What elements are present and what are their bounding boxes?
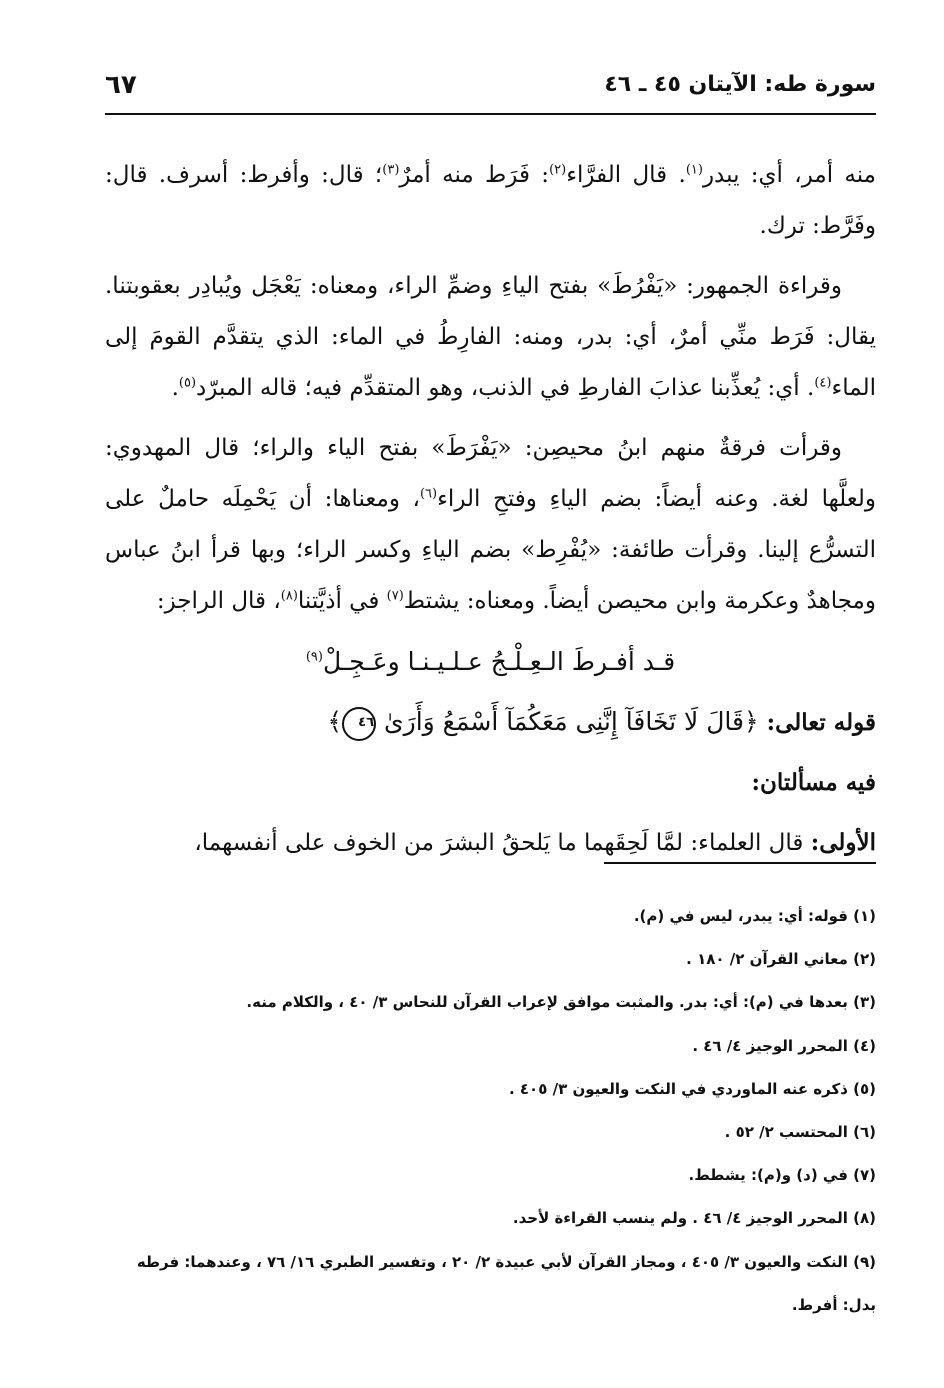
section-heading: فيه مسألتان:: [751, 769, 876, 796]
poetry-verse: قـد أفـرطَ الـعِـلْـجُ عـلـيـنـا وعَـجِـلْ$^{(٩)}$: [305, 647, 676, 676]
footnote-ref[interactable]: (٨): [280, 588, 298, 604]
footnote-item: (٢) معاني القرآن ٢/ ١٨٠ .: [686, 950, 876, 969]
page-number: ٦٧: [105, 70, 137, 100]
header-rule: [105, 113, 876, 115]
footnote-item: (٩) النكت والعيون ٣/ ٤٠٥ ، ومجاز القرآن لأبي عبيدة ٢/ ٢٠ ، وتفسير الطبري ١٦/ ٧٦ ، وعندهما: فرطه بدل: أفرط.: [136, 1252, 876, 1314]
paragraph-1: منه أمر، أي: يبدر$^{(١)}$. قال الفرَّاء$^{(٢)}$: فَرَط منه أمرٌ$^{(٣)}$؛ قال: وأفرط: أسرف. قال: وفَرَّط: ترك.: [105, 162, 877, 239]
footnote-item: (٦) المحتسب ٢/ ٥٢ .: [724, 1123, 876, 1142]
paragraph-4: الأولى: قال العلماء: لمَّا لَحِقَهما ما يَلحقُ البشرَ من الخوف على أنفسهما،: [194, 829, 876, 856]
footnote-item: (٥) ذكره عنه الماوردي في النكت والعيون ٣/ ٤٠٥ .: [508, 1079, 876, 1098]
footnote-ref[interactable]: (٢): [549, 162, 567, 178]
quran-verse: قَالَ لَا تَخَافَآ إِنَّنِى مَعَكُمَآ أَسْمَعُ وَأَرَىٰ: [384, 707, 744, 736]
footnote-item: (٨) المحرر الوجيز ٤/ ٤٦ . ولم ينسب القراءة لأحد.: [512, 1209, 876, 1228]
footnote-item: (٤) المحرر الوجيز ٤/ ٤٦ .: [692, 1036, 876, 1055]
footnote-item: (٧) في (د) و(م): يشطط.: [688, 1166, 876, 1185]
paragraph-3: وقرأت فرقةٌ منهم ابنُ محيصِن: «يَفْرَطَ» بفتح الياء والراء؛ قال المهدوي: ولعلَّها لغة. وعنه أيضاً: بضم الياءِ وفتحِ الراء$^{(٦)}$، ومعناها: أن يَحْمِلَه حاملٌ على التسرُّع إلينا. وقرأت طائفة: «يُفْرِط» بضم الياءِ وكسر الراء؛ وبها قرأ ابنُ عباس ومجاهدٌ وعكرمة وابن محيصن أيضاً. ومعناه: يشتط$^{(٧)}$ في أذيَّتنا$^{(٨)}$، قال الراجز:: [105, 435, 877, 614]
footnote-ref[interactable]: (٤): [814, 375, 832, 391]
main-text: [105, 150, 876, 878]
footnote-ref[interactable]: (٥): [178, 375, 197, 391]
ayah-number-icon: ٤٦: [342, 707, 376, 741]
paragraph-2: وقراءة الجمهور: «يَفْرُطَ» بفتح الياءِ وضمِّ الراء، ومعناه: يَعْجَل ويُبادِر بعقوبتنا. يقال: فَرَط منِّي أمرٌ، أي: بدر، ومنه: الفارِطُ في الماء: الذي يتقدَّم القومَ إلى الماء$^{(٤)}$. أي: يُعذِّبنا عذابَ الفارطِ في الذنب، وهو المتقدِّم فيه؛ قاله المبرّد$^{(٥)}$.: [105, 273, 876, 401]
running-title: سورة طه: الآيتان ٤٥ ـ ٤٦: [604, 72, 876, 97]
footnote-item: (١) قوله: أي: يبدر، ليس في (م).: [633, 907, 876, 925]
footnote-ref[interactable]: (٧): [386, 588, 404, 604]
footnotes: [100, 895, 876, 1327]
page-header: [105, 66, 876, 110]
issue-label: الأولى:: [810, 829, 876, 856]
footnote-item: (٣) بعدها في (م): أي: بدر. والمثبت موافق لإعراب القرآن للنحاس ٣/ ٤٠ ، والكلام منه.: [246, 993, 876, 1012]
footnote-ref[interactable]: (٦): [419, 486, 438, 502]
footnote-ref[interactable]: (١): [685, 162, 703, 178]
footnote-ref[interactable]: (٩): [305, 649, 323, 665]
verse-heading: قوله تعالى: ﴿قَالَ لَا تَخَافَآ إِنَّنِى مَعَكُمَآ أَسْمَعُ وَأَرَىٰ ٤٦﴾: [105, 696, 876, 748]
footnote-separator: [604, 862, 876, 864]
footnote-ref[interactable]: (٣): [382, 162, 400, 178]
